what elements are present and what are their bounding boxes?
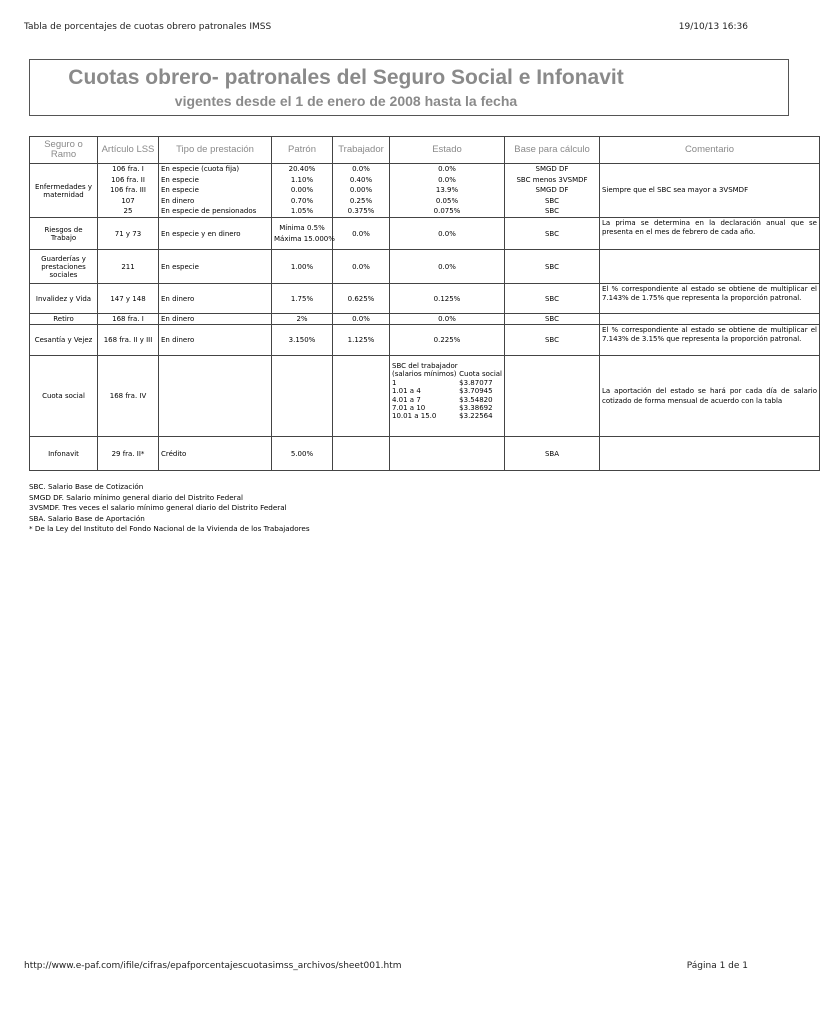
- cell-seguro: Riesgos de Trabajo: [30, 218, 98, 250]
- cell-articulo: 168 fra. II y III: [98, 325, 159, 356]
- cell-trabajador: 1.125%: [333, 325, 390, 356]
- col-header-estado: Estado: [390, 137, 505, 164]
- cell-base: SBC: [505, 314, 600, 325]
- cell-tipo: En especie y en dinero: [159, 218, 272, 250]
- cell-seguro: Retiro: [30, 314, 98, 325]
- cell-comentario: La prima se determina en la declaración anual que se presenta en el mes de febrero de cada año.: [600, 218, 820, 250]
- cell-patron: Mínima 0.5% Máxima 15.000%: [272, 218, 333, 250]
- cell-seguro: Cuota social: [30, 356, 98, 437]
- cuota-social-header-a: SBC del trabajador: [392, 362, 458, 370]
- cell-base: SBC: [505, 284, 600, 314]
- cell-comentario: [600, 250, 820, 284]
- cell-articulo: 168 fra. I: [98, 314, 159, 325]
- cell-comentario: [600, 314, 820, 325]
- cell-estado: [390, 437, 505, 471]
- table-row: [30, 356, 820, 437]
- notes: [29, 482, 310, 535]
- cell-patron: 2%: [272, 314, 333, 325]
- cell-base: SBC: [505, 325, 600, 356]
- note-item: 3VSMDF. Tres veces el salario mínimo general diario del Distrito Federal: [29, 503, 287, 513]
- col-header-articulo: Artículo LSS: [98, 137, 159, 164]
- page-number: Página 1 de 1: [686, 961, 748, 971]
- cell-articulo: 168 fra. IV: [98, 356, 159, 437]
- cell-comentario: El % correspondiente al estado se obtiene de multiplicar el 7.143% de 3.15% que representa la proporción patronal.: [600, 325, 820, 356]
- cell-comentario: [600, 437, 820, 471]
- cell-trabajador: 0.0%: [333, 314, 390, 325]
- note-item: SMGD DF. Salario mínimo general diario del Distrito Federal: [29, 492, 243, 502]
- cell-trabajador: 0.0% 0.40% 0.00% 0.25% 0.375%: [333, 164, 390, 218]
- col-header-comentario: Comentario: [600, 137, 820, 164]
- cell-seguro: Infonavit: [30, 437, 98, 471]
- cell-trabajador: [333, 437, 390, 471]
- cell-estado: 0.0%: [390, 314, 505, 325]
- cell-estado: 0.0% 0.0% 13.9% 0.05% 0.075%: [390, 164, 505, 218]
- document-title: Cuotas obrero- patronales del Seguro Social e Infonavit: [68, 66, 624, 89]
- page-footer: [24, 961, 748, 971]
- col-header-base: Base para cálculo: [505, 137, 600, 164]
- document-title-box: [29, 59, 789, 116]
- cell-tipo: En dinero: [159, 284, 272, 314]
- cell-comentario: La aportación del estado se hará por cada día de salario cotizado de forma mensual de acuerdo con la tabla: [600, 356, 820, 437]
- table-row: [30, 314, 820, 325]
- cell-articulo: 71 y 73: [98, 218, 159, 250]
- cell-base: [505, 356, 600, 437]
- col-header-tipo: Tipo de prestación: [159, 137, 272, 164]
- note-item: * De la Ley del Instituto del Fondo Nacional de la Vivienda de los Trabajadores: [29, 524, 310, 534]
- page-header-datetime: 19/10/13 16:36: [678, 22, 748, 32]
- cuota-social-table: [392, 362, 502, 421]
- note-item: SBC. Salario Base de Cotización: [29, 482, 144, 491]
- cell-patron: 1.00%: [272, 250, 333, 284]
- page-header: [24, 22, 748, 32]
- cuota-social-row: 1 $3.87077: [392, 378, 493, 387]
- rates-table-container: [29, 136, 817, 472]
- cell-articulo: 147 y 148: [98, 284, 159, 314]
- cell-tipo: En dinero: [159, 314, 272, 325]
- cell-patron: [272, 356, 333, 437]
- source-url[interactable]: http://www.e-paf.com/ifile/cifras/epafporcentajescuotasimss_archivos/sheet001.htm: [24, 961, 402, 971]
- cell-articulo: 211: [98, 250, 159, 284]
- cell-tipo: En especie: [159, 250, 272, 284]
- cell-comentario: El % correspondiente al estado se obtiene de multiplicar el 7.143% de 1.75% que representa la proporción patronal.: [600, 284, 820, 314]
- cuota-social-row: 4.01 a 7 $3.54820: [392, 395, 493, 404]
- cell-estado: [390, 356, 505, 437]
- table-row: [30, 250, 820, 284]
- note-item: SBA. Salario Base de Aportación: [29, 513, 145, 523]
- cell-base: SBC: [505, 250, 600, 284]
- cell-seguro: Enfermedades y maternidad: [30, 164, 98, 218]
- cell-comentario: Siempre que el SBC sea mayor a 3VSMDF: [600, 164, 820, 218]
- col-header-seguro: Seguro o Ramo: [30, 137, 98, 164]
- cuota-social-header-c: Cuota social: [459, 370, 502, 379]
- table-row: [30, 284, 820, 314]
- cell-seguro: Cesantía y Vejez: [30, 325, 98, 356]
- cell-articulo: 29 fra. II*: [98, 437, 159, 471]
- cell-trabajador: 0.0%: [333, 218, 390, 250]
- cuota-social-header-b: (salarios mínimos): [392, 370, 457, 379]
- cell-patron: 1.75%: [272, 284, 333, 314]
- cell-trabajador: [333, 356, 390, 437]
- cell-estado: 0.0%: [390, 250, 505, 284]
- cell-base: SBC: [505, 218, 600, 250]
- col-header-trabajador: Trabajador: [333, 137, 390, 164]
- cell-estado: 0.0%: [390, 218, 505, 250]
- table-row: [30, 437, 820, 471]
- cell-patron: 20.40% 1.10% 0.00% 0.70% 1.05%: [272, 164, 333, 218]
- cuota-social-row: 1.01 a 4 $3.70945: [392, 387, 493, 396]
- page-header-title: Tabla de porcentajes de cuotas obrero patronales IMSS: [24, 22, 272, 32]
- table-row: [30, 164, 820, 218]
- cell-trabajador: 0.625%: [333, 284, 390, 314]
- cuota-social-row: 10.01 a 15.0 $3.22564: [392, 412, 493, 421]
- cell-base: SBA: [505, 437, 600, 471]
- cell-patron: 5.00%: [272, 437, 333, 471]
- col-header-patron: Patrón: [272, 137, 333, 164]
- table-row: [30, 325, 820, 356]
- cell-tipo: [159, 356, 272, 437]
- cell-base: SMGD DF SBC menos 3VSMDF SMGD DF SBC SBC: [505, 164, 600, 218]
- cell-tipo: Crédito: [159, 437, 272, 471]
- cell-seguro: Guarderías y prestaciones sociales: [30, 250, 98, 284]
- cell-patron: 3.150%: [272, 325, 333, 356]
- cell-estado: 0.125%: [390, 284, 505, 314]
- table-row: [30, 218, 820, 250]
- cell-estado: 0.225%: [390, 325, 505, 356]
- cell-tipo: En especie (cuota fija) En especie En especie En dinero En especie de pensionados: [159, 164, 272, 218]
- cell-tipo: En dinero: [159, 325, 272, 356]
- cell-articulo: 106 fra. I 106 fra. II 106 fra. III 107 25: [98, 164, 159, 218]
- table-header-row: [30, 137, 820, 164]
- document-subtitle: vigentes desde el 1 de enero de 2008 hasta la fecha: [174, 93, 518, 109]
- rates-table: [29, 136, 820, 471]
- cell-trabajador: 0.0%: [333, 250, 390, 284]
- cuota-social-row: 7.01 a 10 $3.38692: [392, 404, 493, 413]
- cell-seguro: Invalidez y Vida: [30, 284, 98, 314]
